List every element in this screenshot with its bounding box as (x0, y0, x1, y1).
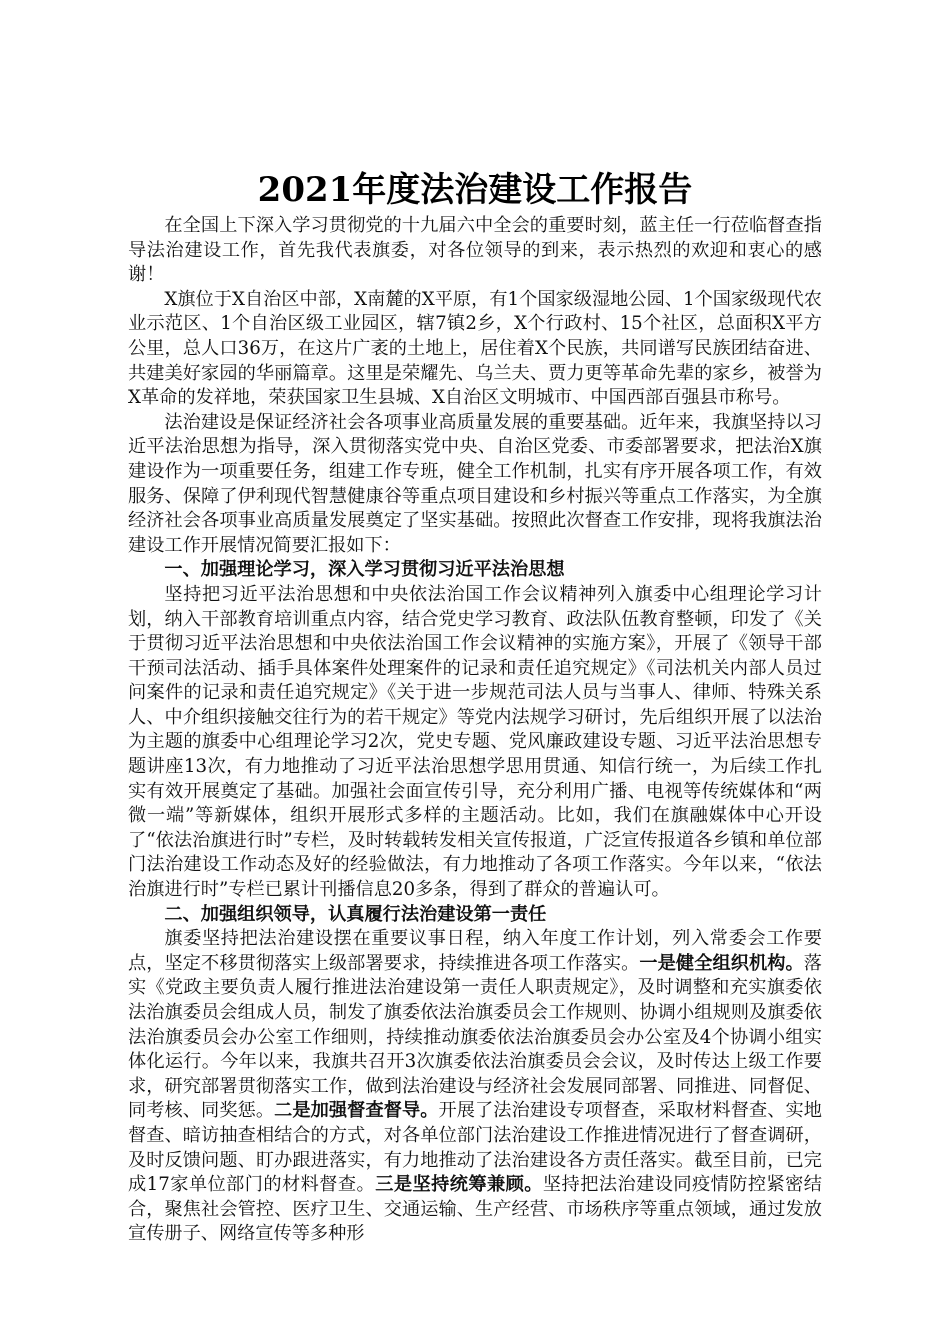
paragraph-welcome: 在全国上下深入学习贯彻党的十九届六中全会的重要时刻，蓝主任一行莅临督查指导法治建设工作，首先我代表旗委，对各位领导的到来，表示热烈的欢迎和衷心的感谢！ (128, 215, 822, 286)
paragraph-intro: 法治建设是保证经济社会各项事业高质量发展的重要基础。近年来，我旗坚持以习近平法治思想为指导，深入贯彻落实党中央、自治区党委、市委部署要求，把法治X旗建设作为一项重要任务，组建工作专班，健全工作机制，扎实有序开展各项工作，有效服务、保障了伊利现代智慧健康谷等重点项目建设和乡村振兴等重点工作落实，为全旗经济社会各项事业高质量发展奠定了坚实基础。按照此次督查工作安排，现将我旗法治建设工作开展情况简要汇报如下： (128, 411, 822, 556)
text-run: 旗委坚持把法治建设摆在重要议事日程，纳入年度工作计划，列入常委会工作要点，坚定不移贯彻落实上级部署要求，持续推进各项工作落实。 (128, 928, 822, 974)
document-title: 2021年度法治建设工作报告 (257, 170, 693, 210)
bold-subheading-1: 一是健全组织机构。 (639, 952, 804, 974)
bold-subheading-2: 二是加强督查督导。 (274, 1100, 439, 1122)
bold-subheading-3: 三是坚持统筹兼顾。 (375, 1174, 543, 1196)
text-run: 坚持把法治建设同疫情防控紧密结合，聚焦社会管控、医疗卫生、交通运输、生产经营、市场秩序等重点领域，通过发放宣传册子、网络宣传等多种形 (128, 1174, 822, 1245)
section-heading-2: 二、加强组织领导，认真履行法治建设第一责任 (164, 903, 547, 925)
paragraph-theory-study: 坚持把习近平法治思想和中央依法治国工作会议精神列入旗委中心组理论学习计划，纳入干部教育培训重点内容，结合党史学习教育、政法队伍教育整顿，印发了《关于贯彻习近平法治思想和中央依法治国工作会议精神的实施方案》，开展了《领导干部干预司法活动、插手具体案件处理案件的记录和责任追究规定》《司法机关内部人员过问案件的记录和责任追究规定》《关于进一步规范司法人员与当事人、律师、特殊关系人、中介组织接触交往行为的若干规定》等党内法规学习研讨，先后组织开展了以法治为主题的旗委中心组理论学习2次，党史专题、党风廉政建设专题、习近平法治思想专题讲座13次，有力地推动了习近平法治思想学思用贯通、知信行统一，为后续工作扎实有效开展奠定了基础。加强社会面宣传引导，充分利用广播、电视等传统媒体和“两微一端”等新媒体，组织开展形式多样的主题活动。比如，我们在旗融媒体中心开设了“依法治旗进行时”专栏，及时转载转发相关宣传报道，广泛宣传报道各乡镇和单位部门法治建设工作动态及好的经验做法，有力地推动了各项工作落实。今年以来，“依法治旗进行时”专栏已累计刊播信息20多条，得到了群众的普遍认可。 (128, 583, 822, 901)
paragraph-organization (128, 927, 822, 1247)
text-run: 开展了法治建设专项督查，采取材料督查、实地督查、暗访抽查相结合的方式，对各单位部门法治建设工作推进情况进行了督查调研，及时反馈问题、盯办跟进落实，有力地推动了法治建设各方责任落实。截至目前，已完成17家单位部门的材料督查。 (128, 1100, 822, 1196)
document-page (128, 166, 822, 1247)
section-heading-1: 一、加强理论学习，深入学习贯彻习近平法治思想 (164, 559, 565, 581)
text-run: 落实《党政主要负责人履行推进法治建设第一责任人职责规定》，及时调整和充实旗委依法治旗委员会组成人员，制发了旗委依法治旗委员会工作规则、协调小组规则及旗委依法治旗委员会办公室工作细则，持续推动旗委依法治旗委员会办公室及4个协调小组实体化运行。今年以来，我旗共召开3次旗委依法治旗委员会会议，及时传达上级工作要求，研究部署贯彻落实工作，做到法治建设与经济社会发展同部署、同推进、同督促、同考核、同奖惩。 (128, 952, 822, 1122)
paragraph-overview: X旗位于X自治区中部，X南麓的X平原，有1个国家级湿地公园、1个国家级现代农业示范区、1个自治区级工业园区，辖7镇2乡，X个行政村、15个社区，总面积X平方公里，总人口36万，在这片广袤的土地上，居住着X个民族，共同谱写民族团结奋进、共建美好家园的华丽篇章。这里是荣耀先、乌兰夫、贾力更等革命先辈的家乡，被誉为X革命的发祥地，荣获国家卫生县城、X自治区文明城市、中国西部百强县市称号。 (128, 288, 822, 409)
